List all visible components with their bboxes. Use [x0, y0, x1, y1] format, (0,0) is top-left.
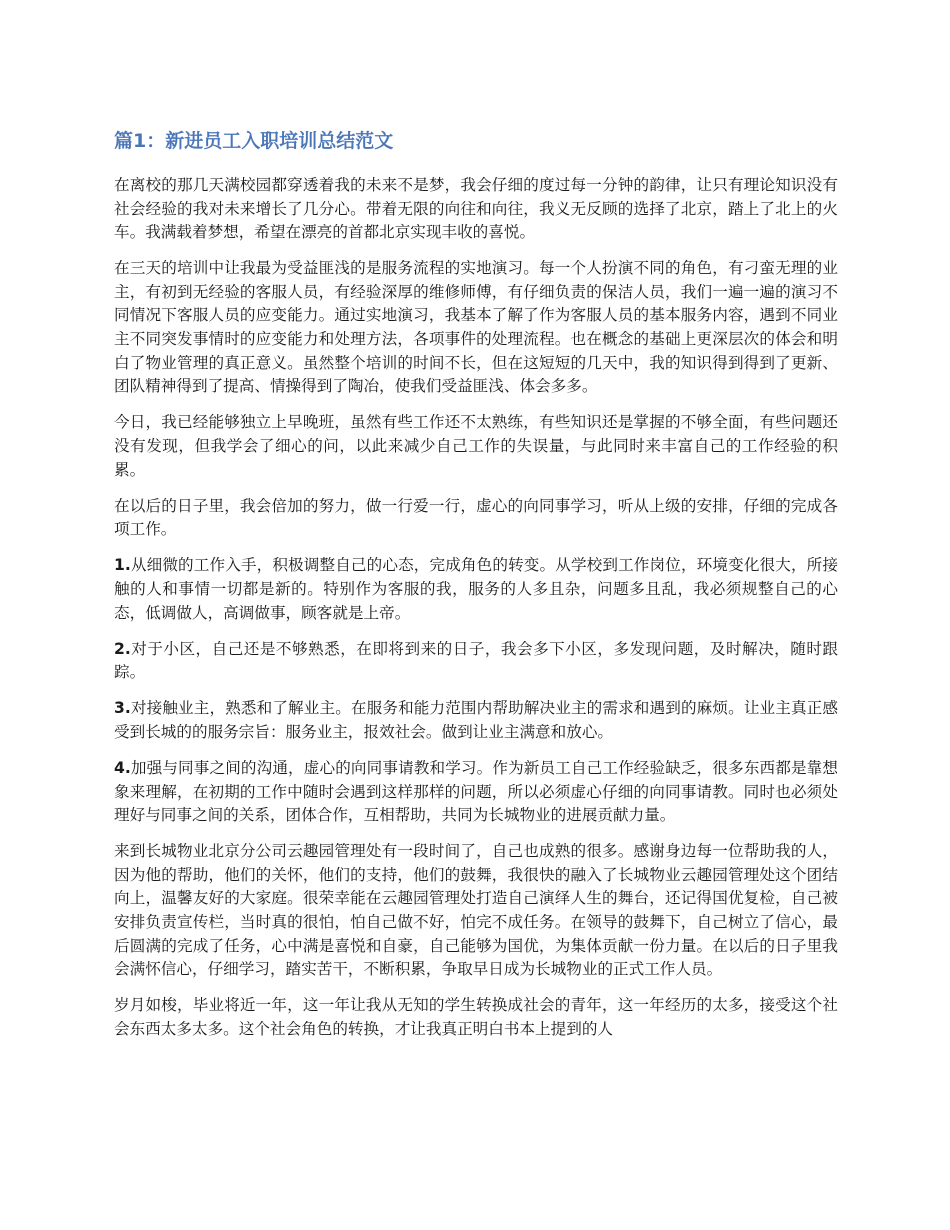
document-page — [114, 126, 838, 1054]
document-title: 篇1：新进员工入职培训总结范文 — [114, 130, 394, 152]
list-item-3 — [114, 697, 838, 744]
paragraph-6 — [114, 994, 838, 1041]
paragraph-text: 对于小区，自己还是不够熟悉，在即将到来的日子，我会多下小区，多发现问题，及时解决，随时跟踪。 — [114, 639, 838, 682]
item-number: 3. — [114, 699, 131, 718]
paragraph-text: 在三天的培训中让我最为受益匪浅的是服务流程的实地演习。每一个人扮演不同的角色，有刁蛮无理的业主，有初到无经验的客服人员，有经验深厚的维修师傅，有仔细负责的保洁人员，我们一遍一遍的演习不同情况下客服人员的应变能力。通过实地演习，我基本了解了作为客服人员的基本服务内容，遇到不同业主不同突发事情时的应变能力和处理方法，各项事件的处理流程。也在概念的基础上更深层次的体会和明白了物业管理的真正意义。虽然整个培训的时间不长，但在这短短的几天中，我的知识得到得到了更新、团队精神得到了提高、情操得到了陶冶，使我们受益匪浅、体会多多。 — [114, 259, 838, 396]
list-item-4 — [114, 757, 838, 828]
paragraph-text: 岁月如梭，毕业将近一年，这一年让我从无知的学生转换成社会的青年，这一年经历的太多，接受这个社会东西太多太多。这个社会角色的转换，才让我真正明白书本上提到的人 — [114, 996, 838, 1038]
paragraph-text: 今日，我已经能够独立上早晚班，虽然有些工作还不太熟练，有些知识还是掌握的不够全面，有些问题还没有发现，但我学会了细心的问，以此来减少自己工作的失误量，与此同时来丰富自己的工作经验的积累。 — [114, 413, 838, 479]
paragraph-4 — [114, 495, 838, 542]
list-item-2 — [114, 638, 838, 685]
paragraph-text: 来到长城物业北京分公司云趣园管理处有一段时间了，自己也成熟的很多。感谢身边每一位帮助我的人，因为他的帮助，他们的关怀，他们的支持，他们的鼓舞，我很快的融入了长城物业云趣园管理处这个团结向上，温馨友好的大家庭。很荣幸能在云趣园管理处打造自己演绎人生的舞台，还记得国优复检，自己被安排负责宣传栏，当时真的很怕，怕自己做不好，怕完不成任务。在领导的鼓舞下，自己树立了信心，最后圆满的完成了任务，心中满是喜悦和自豪，自己能够为国优，为集体贡献一份力量。在以后的日子里我会满怀信心，仔细学习，踏实苦干，不断积累，争取早日成为长城物业的正式工作人员。 — [114, 842, 838, 979]
paragraph-3 — [114, 411, 838, 482]
paragraph-text: 对接触业主，熟悉和了解业主。在服务和能力范围内帮助解决业主的需求和遇到的麻烦。让业主真正感受到长城的的服务宗旨：服务业主，报效社会。做到让业主满意和放心。 — [114, 699, 838, 741]
paragraph-text: 从细微的工作入手，积极调整自己的心态，完成角色的转变。从学校到工作岗位，环境变化很大，所接触的人和事情一切都是新的。特别作为客服的我，服务的人多且杂，问题多且乱，我必须规整自己的心态，低调做人，高调做事，顾客就是上帝。 — [114, 556, 838, 622]
paragraph-1 — [114, 174, 838, 245]
paragraph-5 — [114, 840, 838, 982]
item-number: 1. — [114, 556, 131, 575]
list-item-1 — [114, 554, 838, 625]
paragraph-text: 在以后的日子里，我会倍加的努力，做一行爱一行，虚心的向同事学习，听从上级的安排，仔细的完成各项工作。 — [114, 496, 838, 539]
item-number: 2. — [114, 639, 131, 658]
paragraph-2 — [114, 257, 838, 399]
item-number: 4. — [114, 758, 131, 777]
paragraph-text: 在离校的那几天满校园都穿透着我的未来不是梦，我会仔细的度过每一分钟的韵律，让只有理论知识没有社会经验的我对未来增长了几分心。带着无限的向往和向往，我义无反顾的选择了北京，踏上了北上的火车。我满载着梦想，希望在漂亮的首都北京实现丰收的喜悦。 — [114, 176, 838, 242]
paragraph-text: 加强与同事之间的沟通，虚心的向同事请教和学习。作为新员工自己工作经验缺乏，很多东西都是靠想象来理解，在初期的工作中随时会遇到这样那样的问题，所以必须虚心仔细的向同事请教。同时也必须处理好与同事之间的关系，团体合作，互相帮助，共同为长城物业的进展贡献力量。 — [114, 758, 838, 825]
